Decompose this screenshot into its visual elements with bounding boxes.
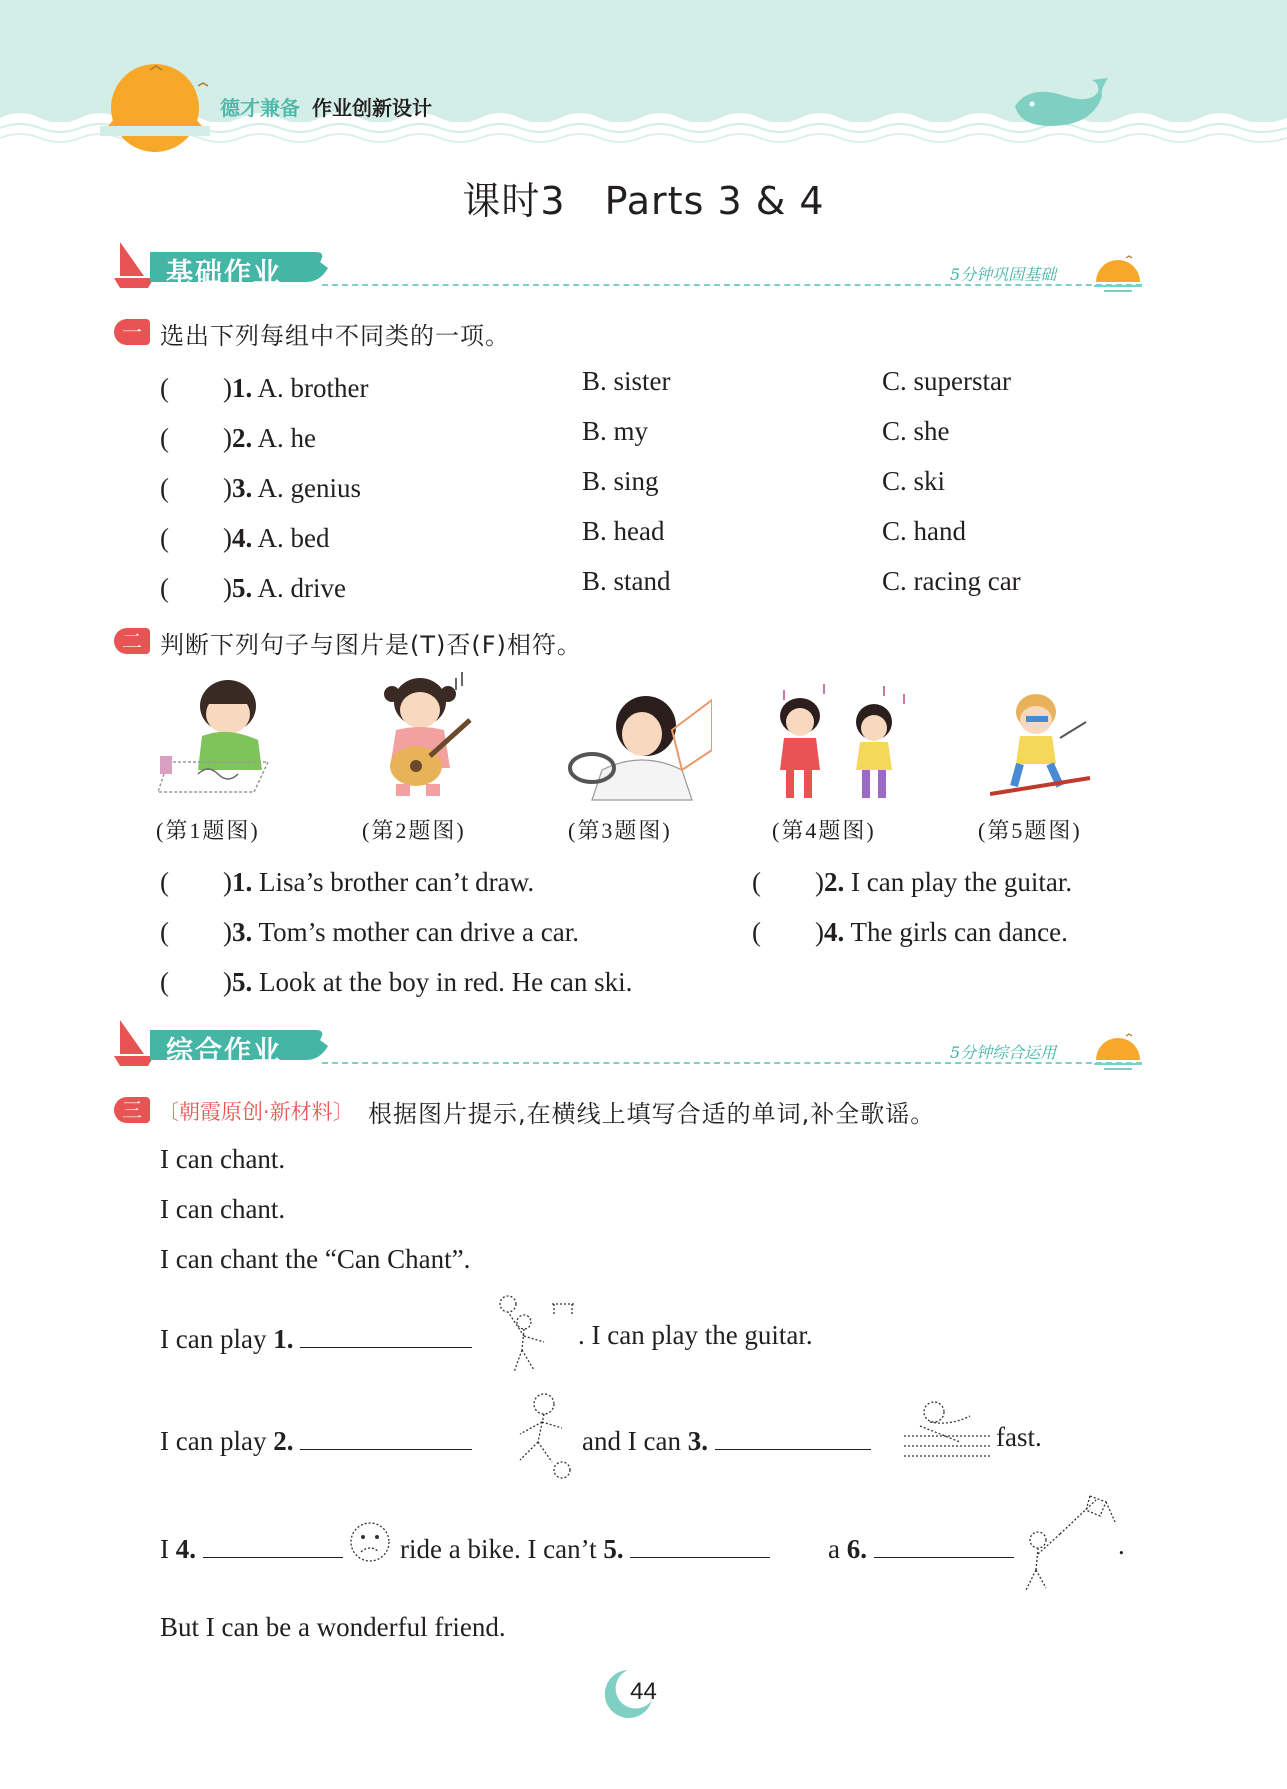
q1-row-2 bbox=[160, 416, 316, 455]
blank-1-input[interactable] bbox=[300, 1320, 472, 1348]
small-sun-icon bbox=[1090, 254, 1150, 294]
picture-4-girls-singing bbox=[764, 680, 924, 805]
blank-1-number: 1. bbox=[273, 1324, 294, 1354]
chant-line-6-mid bbox=[400, 1530, 770, 1565]
q1-row-3-b: B. sing bbox=[582, 466, 659, 496]
q2-item-5-paren[interactable]: ( ) bbox=[160, 967, 232, 997]
q1-row-4-b: B. head bbox=[582, 516, 665, 546]
q1-row-5-c: C. racing car bbox=[882, 566, 1021, 596]
ping-pong-player-icon bbox=[494, 1292, 578, 1376]
q2-item-2-paren[interactable]: ( ) bbox=[752, 867, 824, 897]
picture-3-mother-driving bbox=[562, 690, 712, 805]
q1-row-5-paren[interactable]: ( ) bbox=[160, 573, 232, 603]
q1-row-5-b: B. stand bbox=[582, 566, 671, 596]
brand-green-text: 德才兼备 bbox=[220, 96, 300, 120]
chant-line-6-a: a bbox=[828, 1534, 847, 1564]
q1-row-3-number: 3. bbox=[231, 473, 253, 503]
picture-5-boy-skiing bbox=[990, 682, 1100, 806]
q2-item-2 bbox=[752, 860, 1072, 899]
chant-line-6-mid-text: ride a bike. I can’t bbox=[400, 1534, 604, 1564]
q2-item-5 bbox=[160, 960, 632, 999]
caption-picture-5: (第5题图) bbox=[978, 818, 1082, 843]
q2-item-2-text: I can play the guitar. bbox=[850, 867, 1073, 897]
small-sun-icon bbox=[1090, 1032, 1150, 1072]
q1-row-2-a: A. he bbox=[257, 423, 316, 453]
chant-line-5-mid-text: and I can bbox=[582, 1426, 688, 1456]
caption-picture-1: (第1题图) bbox=[156, 818, 260, 843]
q1-row-3-c: C. ski bbox=[882, 466, 946, 496]
q1-row-5 bbox=[160, 566, 346, 605]
caption-picture-3: (第3题图) bbox=[568, 818, 672, 843]
picture-1-boy-drawing bbox=[158, 670, 288, 800]
q1-row-1-paren[interactable]: ( ) bbox=[160, 373, 232, 403]
q2-item-4-paren[interactable]: ( ) bbox=[752, 917, 824, 947]
chant-line-2: I can chant. bbox=[160, 1194, 286, 1224]
q3-source-tag: 〔朝霞原创·新材料〕 bbox=[158, 1100, 354, 1124]
q1-row-2-b: B. my bbox=[582, 416, 649, 446]
sad-face-icon bbox=[348, 1520, 392, 1564]
q2-item-1-number: 1. bbox=[231, 867, 253, 897]
chant-line-6 bbox=[160, 1530, 343, 1565]
q1-row-4 bbox=[160, 516, 329, 555]
blank-4-number: 4. bbox=[175, 1534, 196, 1564]
kite-flying-icon bbox=[1020, 1494, 1120, 1594]
blank-3-number: 3. bbox=[687, 1426, 708, 1456]
q1-row-3-a: A. genius bbox=[257, 473, 361, 503]
blank-6-number: 6. bbox=[846, 1534, 867, 1564]
q1-row-2-c: C. she bbox=[882, 416, 950, 446]
blank-6-input[interactable] bbox=[874, 1530, 1014, 1558]
running-icon bbox=[900, 1396, 994, 1470]
q1-row-4-c: C. hand bbox=[882, 516, 966, 546]
q2-item-1-paren[interactable]: ( ) bbox=[160, 867, 232, 897]
q1-row-4-number: 4. bbox=[231, 523, 253, 553]
comprehensive-section-label: 综合作业 bbox=[166, 1036, 282, 1067]
chant-line-5-post: fast. bbox=[996, 1422, 1042, 1452]
q2-title: 判断下列句子与图片是(T)否(F)相符。 bbox=[160, 631, 582, 659]
q2-item-5-text: Look at the boy in red. He can ski. bbox=[258, 967, 633, 997]
q2-item-3 bbox=[160, 910, 579, 949]
chant-line-5-pre: I can play bbox=[160, 1426, 274, 1456]
blank-2-number: 2. bbox=[273, 1426, 294, 1456]
q2-item-1-text: Lisa’s brother can’t draw. bbox=[258, 867, 535, 897]
caption-picture-2: (第2题图) bbox=[362, 818, 466, 843]
chant-line-3: I can chant the “Can Chant”. bbox=[160, 1244, 471, 1274]
q1-row-2-paren[interactable]: ( ) bbox=[160, 423, 232, 453]
chant-line-6-pre: I bbox=[160, 1534, 176, 1564]
q1-row-1-c: C. superstar bbox=[882, 366, 1011, 396]
page-header-band bbox=[0, 0, 1287, 160]
basic-section-subtitle: 5分钟巩固基础 bbox=[950, 265, 1057, 284]
q1-row-4-paren[interactable]: ( ) bbox=[160, 523, 232, 553]
caption-picture-4: (第4题图) bbox=[772, 818, 876, 843]
q1-row-1-number: 1. bbox=[231, 373, 253, 403]
q2-item-4-text: The girls can dance. bbox=[850, 917, 1068, 947]
chant-line-5 bbox=[160, 1422, 472, 1457]
q2-item-1 bbox=[160, 860, 534, 899]
chant-line-6-period: . bbox=[1118, 1530, 1125, 1560]
q3-number-badge: 三 bbox=[114, 1097, 150, 1123]
q1-row-5-a: A. drive bbox=[257, 573, 346, 603]
q2-item-3-text: Tom’s mother can drive a car. bbox=[258, 917, 579, 947]
brand-black-text: 作业创新设计 bbox=[312, 96, 432, 120]
football-player-icon bbox=[500, 1390, 578, 1480]
chant-line-4-pre: I can play bbox=[160, 1324, 274, 1354]
sun-icon bbox=[111, 64, 199, 152]
basic-section-label: 基础作业 bbox=[166, 258, 282, 289]
q2-item-4-number: 4. bbox=[823, 917, 845, 947]
lesson-title: 课时3 Parts 3 & 4 bbox=[462, 179, 825, 223]
q1-row-1-a: A. brother bbox=[257, 373, 369, 403]
chant-line-1: I can chant. bbox=[160, 1144, 286, 1174]
q2-item-4 bbox=[752, 910, 1068, 949]
q1-row-1-b: B. sister bbox=[582, 366, 671, 396]
q1-row-4-a: A. bed bbox=[257, 523, 330, 553]
q1-row-5-number: 5. bbox=[231, 573, 253, 603]
sailboat-icon bbox=[120, 242, 144, 276]
chant-line-6-end bbox=[828, 1530, 1014, 1565]
q1-row-3-paren[interactable]: ( ) bbox=[160, 473, 232, 503]
comprehensive-section-subtitle: 5分钟综合运用 bbox=[950, 1043, 1057, 1062]
q1-row-1 bbox=[160, 366, 368, 405]
q2-number-badge: 二 bbox=[114, 628, 150, 654]
blank-5-number: 5. bbox=[603, 1534, 624, 1564]
q1-title: 选出下列每组中不同类的一项。 bbox=[160, 322, 510, 350]
q2-item-5-number: 5. bbox=[231, 967, 253, 997]
q2-item-3-paren[interactable]: ( ) bbox=[160, 917, 232, 947]
chant-line-4 bbox=[160, 1320, 472, 1355]
blank-5-input[interactable] bbox=[630, 1530, 770, 1558]
chant-last-line: But I can be a wonderful friend. bbox=[160, 1612, 506, 1642]
sailboat-icon bbox=[120, 1020, 144, 1054]
q1-row-3 bbox=[160, 466, 361, 505]
chant-line-5-mid bbox=[582, 1422, 871, 1457]
blank-2-input[interactable] bbox=[300, 1422, 472, 1450]
q2-item-3-number: 3. bbox=[231, 917, 253, 947]
page-number: 44 bbox=[630, 1678, 657, 1705]
blank-4-input[interactable] bbox=[203, 1530, 343, 1558]
q1-number-badge: 一 bbox=[114, 319, 150, 345]
q1-row-2-number: 2. bbox=[231, 423, 253, 453]
q2-item-2-number: 2. bbox=[823, 867, 845, 897]
chant-line-4-post: . I can play the guitar. bbox=[578, 1320, 813, 1350]
blank-3-input[interactable] bbox=[715, 1422, 871, 1450]
q3-title: 根据图片提示,在横线上填写合适的单词,补全歌谣。 bbox=[368, 1100, 936, 1128]
picture-2-girl-guitar bbox=[370, 668, 480, 800]
